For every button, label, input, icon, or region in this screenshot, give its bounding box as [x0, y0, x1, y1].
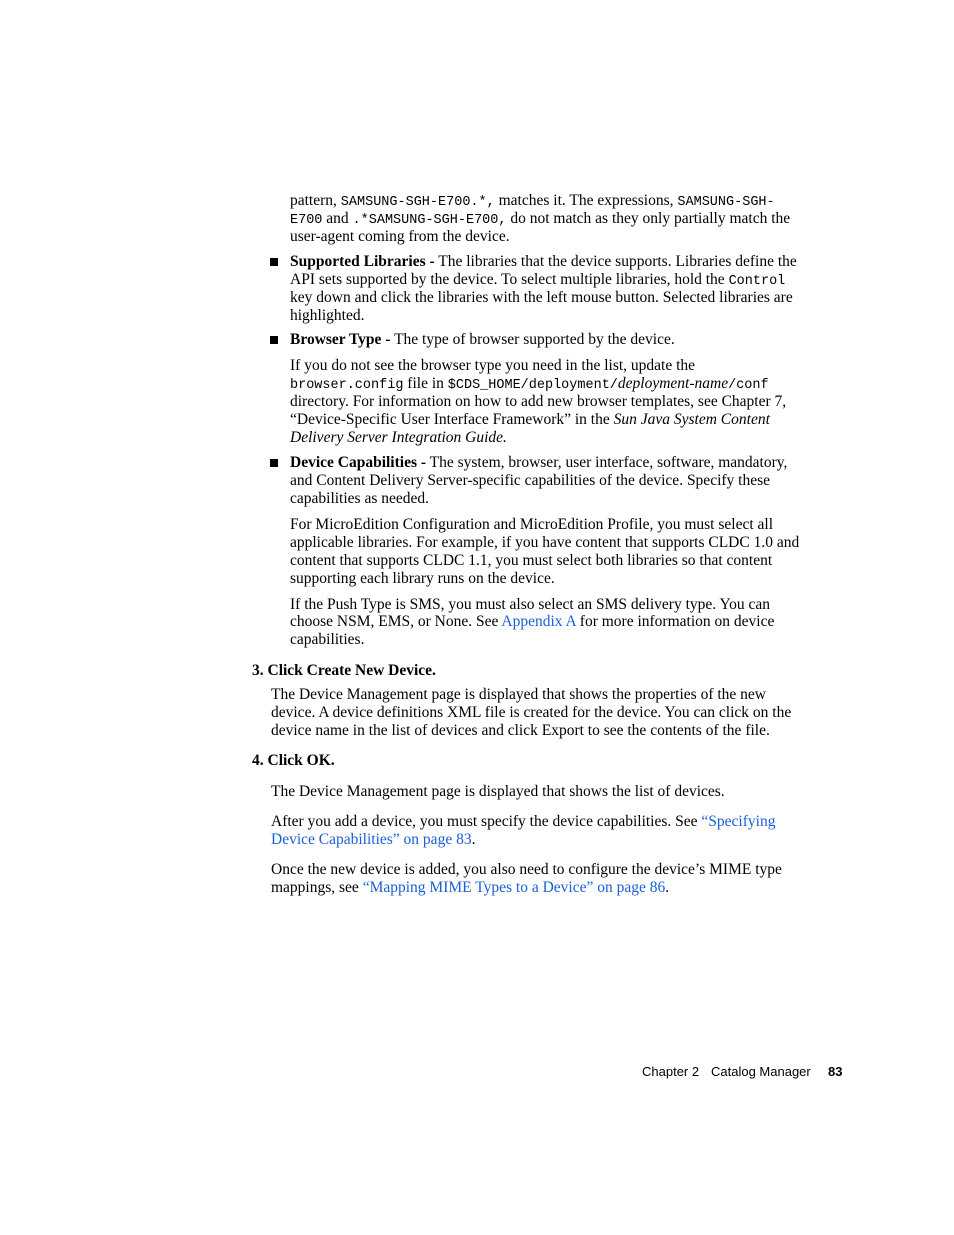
microedition-line-1: For MicroEdition Configuration and MicroEdition Profile, you must select all	[290, 516, 774, 533]
step-4-p1: The Device Management page is displayed that shows the list of devices.	[271, 783, 725, 800]
supported-libraries-line-1: Supported Libraries - The libraries that the device supports. Libraries define the	[290, 253, 797, 270]
mapping-mime-types-link[interactable]: “Mapping MIME Types to a Device” on page 86	[362, 879, 666, 896]
microedition-line-2: applicable libraries. For example, if you have content that supports CLDC 1.0 and	[290, 534, 800, 551]
bullet-icon	[270, 336, 280, 346]
supported-libraries-line-3: key down and click the libraries with the left mouse button. Selected libraries are	[290, 289, 793, 306]
footer-chapter: Chapter 2	[642, 1064, 700, 1079]
browser-type-p3: directory. For information on how to add new browser templates, see Chapter 7,	[290, 393, 787, 410]
browser-type-p5: Delivery Server Integration Guide.	[290, 429, 507, 446]
bullet-icon	[270, 459, 280, 469]
footer-page-number: 83	[828, 1064, 843, 1079]
step-3-heading: 3. Click Create New Device.	[252, 662, 436, 679]
device-capabilities-line-2: and Content Delivery Server-specific capabilities of the device. Specify these	[290, 472, 771, 489]
push-type-line-1: If the Push Type is SMS, you must also select an SMS delivery type. You can	[290, 596, 770, 613]
supported-libraries-line-2: API sets supported by the device. To select multiple libraries, hold the Control	[290, 271, 786, 289]
microedition-line-4: supporting each library runs on the device.	[290, 570, 555, 587]
device-capabilities-line-3: capabilities as needed.	[290, 490, 430, 507]
push-type-line-3: capabilities.	[290, 631, 365, 648]
bullet-icon	[270, 258, 280, 268]
browser-type-line: Browser Type - The type of browser supported by the device.	[290, 331, 675, 348]
step-4-heading: 4. Click OK.	[252, 752, 335, 769]
step-4-p2-line-1: After you add a device, you must specify the device capabilities. See “Specifying	[271, 813, 776, 830]
step-4-p2-line-2: Device Capabilities” on page 83.	[271, 831, 476, 848]
push-type-line-2: choose NSM, EMS, or None. See Appendix A for more information on device	[290, 613, 775, 630]
pattern-line-2: E700 and .*SAMSUNG-SGH-E700, do not match as they only partially match the	[290, 210, 791, 228]
specifying-capabilities-link[interactable]: “Specifying	[701, 813, 776, 830]
device-capabilities-line-1: Device Capabilities - The system, browser, user interface, software, mandatory,	[290, 454, 788, 471]
pattern-line-3: user-agent coming from the device.	[290, 228, 510, 245]
step-3-line-1: The Device Management page is displayed that shows the properties of the new	[271, 686, 766, 703]
microedition-line-3: content that supports CLDC 1.1, you must select both libraries so that content	[290, 552, 773, 569]
browser-type-p1: If you do not see the browser type you need in the list, update the	[290, 357, 696, 374]
supported-libraries-line-4: highlighted.	[290, 307, 365, 324]
browser-type-p2: browser.config file in $CDS_HOME/deployment/deployment-name/conf	[290, 375, 769, 393]
browser-type-p4: “Device-Specific User Interface Framework” in the Sun Java System Content	[290, 411, 770, 428]
specifying-capabilities-link-cont[interactable]: Device Capabilities” on page 83	[271, 831, 472, 848]
step-3-line-2: device. A device definitions XML file is created for the device. You can click on the	[271, 704, 792, 721]
step-4-p3-line-1: Once the new device is added, you also need to configure the device’s MIME type	[271, 861, 782, 878]
appendix-a-link[interactable]: Appendix A	[501, 613, 576, 630]
pattern-line-1: pattern, SAMSUNG-SGH-E700.*, matches it. The expressions, SAMSUNG-SGH-	[290, 192, 775, 210]
step-4-p3-line-2: mappings, see “Mapping MIME Types to a Device” on page 86.	[271, 879, 670, 896]
footer-title: Catalog Manager	[711, 1064, 811, 1079]
step-3-line-3: device name in the list of devices and click Export to see the contents of the file.	[271, 722, 770, 739]
